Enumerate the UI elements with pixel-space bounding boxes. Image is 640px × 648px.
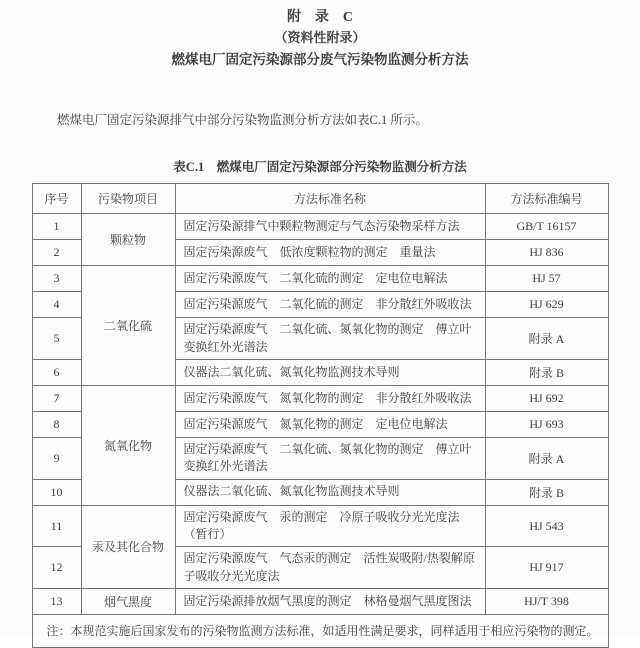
column-header-method-name: 方法标准名称 — [175, 184, 485, 214]
method-name-cell: 固定污染源废气 低浓度颗粒物的测定 重量法 — [175, 240, 485, 266]
method-name-cell: 固定污染源废气 二氧化硫、氮氧化物的测定 傅立叶变换红外光谱法 — [175, 318, 485, 360]
row-number-cell: 8 — [32, 411, 81, 437]
table-row — [32, 214, 608, 240]
method-name-cell: 固定污染源废气 二氧化硫、氮氧化物的测定 傅立叶变换红外光谱法 — [175, 437, 485, 479]
table-header — [32, 184, 608, 214]
method-name-cell: 固定污染源排放烟气黑度的测定 林格曼烟气黑度图法 — [175, 589, 485, 615]
row-number-cell: 9 — [32, 437, 81, 479]
pollutant-cell: 烟气黑度 — [81, 589, 175, 615]
method-name-cell: 固定污染源废气 氮氧化物的测定 非分散红外吸收法 — [175, 385, 485, 411]
appendix-heading: 燃煤电厂固定污染源部分废气污染物监测分析方法 — [171, 52, 469, 68]
method-name-cell: 固定污染源废气 二氧化硫的测定 定电位电解法 — [175, 266, 485, 292]
pollutant-cell: 颗粒物 — [81, 214, 175, 266]
method-name-cell: 固定污染源排气中颗粒物测定与气态污染物采样方法 — [175, 214, 485, 240]
standard-code-cell: HJ 57 — [485, 266, 608, 292]
table-row — [32, 266, 608, 292]
row-number-cell: 13 — [32, 589, 81, 615]
table-row — [32, 505, 608, 547]
standard-code-cell: HJ 543 — [485, 505, 608, 547]
table-note: 注：本规范实施后国家发布的污染物监测方法标准，如适用性满足要求，同样适用于相应污染物的测定。 — [32, 615, 608, 648]
row-number-cell: 7 — [32, 385, 81, 411]
standard-code-cell: HJ 692 — [485, 385, 608, 411]
table-footer — [32, 615, 608, 648]
table-row — [32, 589, 608, 615]
method-name-cell: 仪器法二氧化硫、氮氧化物监测技术导则 — [175, 479, 485, 505]
column-header-pollutant: 污染物项目 — [81, 184, 175, 214]
standard-code-cell: 附录 B — [485, 479, 608, 505]
standard-code-cell: HJ/T 398 — [485, 589, 608, 615]
table-caption: 表C.1 燃煤电厂固定污染源部分污染物监测分析方法 — [173, 160, 467, 175]
row-number-cell: 6 — [32, 359, 81, 385]
method-name-cell: 固定污染源废气 汞的测定 冷原子吸收分光光度法（暂行） — [175, 505, 485, 547]
row-number-cell: 3 — [32, 266, 81, 292]
pollutant-cell: 氮氧化物 — [81, 385, 175, 505]
standard-code-cell: HJ 836 — [485, 240, 608, 266]
appendix-subtitle: （资料性附录） — [274, 30, 366, 46]
methods-table-body — [32, 214, 608, 615]
standard-code-cell: 附录 B — [485, 359, 608, 385]
standard-code-cell: GB/T 16157 — [485, 214, 608, 240]
pollutant-cell: 二氧化硫 — [81, 266, 175, 386]
row-number-cell: 2 — [32, 240, 81, 266]
table-row — [32, 385, 608, 411]
method-name-cell: 仪器法二氧化硫、氮氧化物监测技术导则 — [175, 359, 485, 385]
row-number-cell: 4 — [32, 292, 81, 318]
standard-code-cell: HJ 629 — [485, 292, 608, 318]
standard-code-cell: 附录 A — [485, 437, 608, 479]
pollutant-cell: 汞及其化合物 — [81, 505, 175, 589]
row-number-cell: 11 — [32, 505, 81, 547]
row-number-cell: 1 — [32, 214, 81, 240]
column-header-no: 序号 — [32, 184, 81, 214]
row-number-cell: 12 — [32, 547, 81, 589]
methods-table — [32, 183, 609, 648]
standard-code-cell: HJ 693 — [485, 411, 608, 437]
method-name-cell: 固定污染源废气 氮氧化物的测定 定电位电解法 — [175, 411, 485, 437]
appendix-title: 附 录 C — [286, 10, 354, 25]
method-name-cell: 固定污染源废气 气态汞的测定 活性炭吸附/热裂解原子吸收分光光度法 — [175, 547, 485, 589]
intro-paragraph: 燃煤电厂固定污染源排气中部分污染物监测分析方法如表C.1 所示。 — [57, 112, 428, 127]
note-row — [32, 615, 608, 648]
standard-code-cell: 附录 A — [485, 318, 608, 360]
header-row — [32, 184, 608, 214]
column-header-standard-code: 方法标准编号 — [485, 184, 608, 214]
row-number-cell: 5 — [32, 318, 81, 360]
method-name-cell: 固定污染源废气 二氧化硫的测定 非分散红外吸收法 — [175, 292, 485, 318]
standard-code-cell: HJ 917 — [485, 547, 608, 589]
row-number-cell: 10 — [32, 479, 81, 505]
